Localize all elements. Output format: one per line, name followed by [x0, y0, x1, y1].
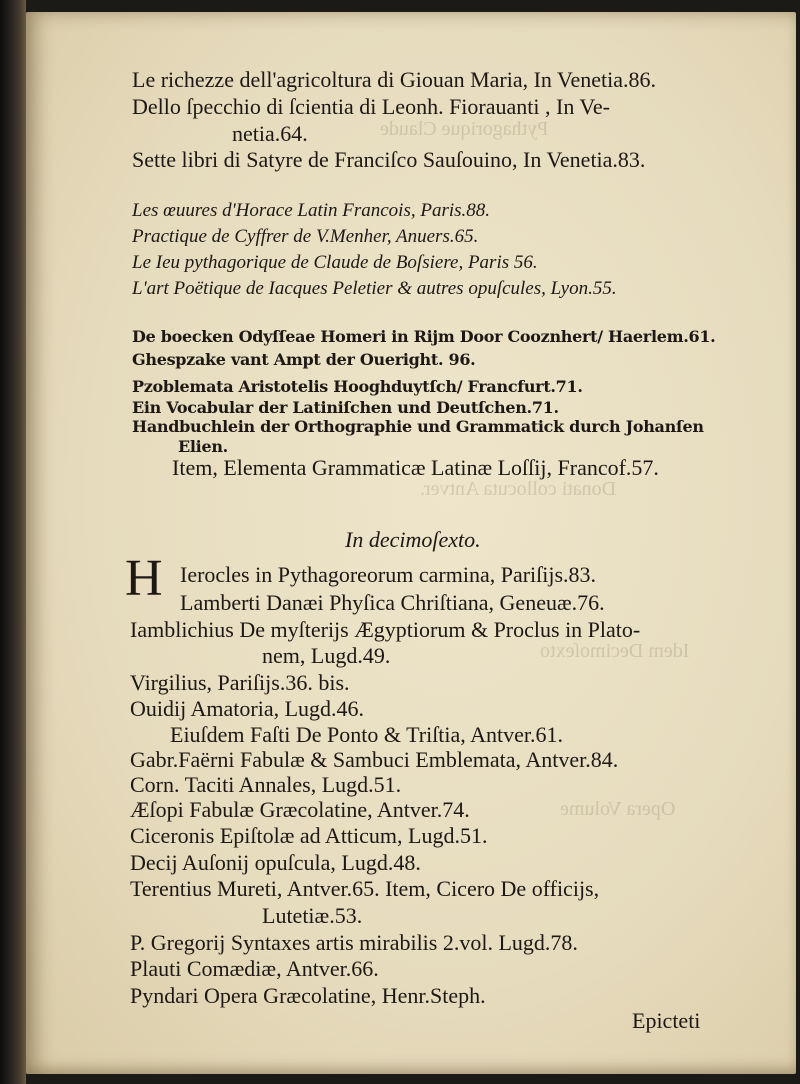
entry-line: Elien.	[178, 437, 228, 456]
entry-line: Ciceronis Epiſtolæ ad Atticum, Lugd.51.	[130, 823, 488, 848]
entry-line: netia.64.	[232, 121, 308, 146]
entry-line: Ghespzake vant Ampt der Oueright. 96.	[132, 350, 476, 369]
section-heading: In decimoſexto.	[345, 527, 481, 552]
entry-line: Æſopi Fabulæ Græcolatine, Antver.74.	[130, 797, 470, 822]
show-through-text: Pythagorique Claude	[380, 118, 549, 140]
show-through-text: Opera Volume	[560, 798, 676, 820]
catchword: Epicteti	[632, 1008, 701, 1033]
entry-line: Dello ſpecchio di ſcientia di Leonh. Fiorauanti , In Ve-	[132, 94, 610, 119]
entry-line: Item, Elementa Grammaticæ Latinæ Loſſij, Francof.57.	[172, 455, 659, 480]
entry-line: Le richezze dell'agricoltura di Giouan Maria, In Venetia.86.	[132, 67, 657, 92]
show-through-text: Idem Decimoſexto	[540, 640, 690, 662]
entry-line: Le Ieu pythagorique de Claude de Boſsiere, Paris 56.	[132, 252, 538, 273]
drop-cap: H	[125, 550, 163, 607]
entry-line: Gabr.Faërni Fabulæ & Sambuci Emblemata, Antver.84.	[130, 747, 619, 772]
entry-line: De boecken Odyſſeae Homeri in Rijm Door Cooznhert/ Haerlem.61.	[132, 327, 716, 346]
entry-line: Handbuchlein der Orthographie und Grammatick durch Johanſen	[132, 417, 704, 436]
show-through-text: Donati collocuta Antver.	[420, 478, 617, 500]
entry-line: Virgilius, Pariſijs.36. bis.	[130, 670, 350, 695]
entry-line: Eiuſdem Faſti De Ponto & Triſtia, Antver.61.	[170, 722, 563, 747]
entry-line: Lamberti Danæi Phyſica Chriſtiana, Geneuæ.76.	[180, 590, 605, 615]
entry-line: Practique de Cyffrer de V.Menher, Anuers.65.	[132, 226, 479, 247]
entry-line: nem, Lugd.49.	[262, 643, 391, 668]
entry-line: Les œuures d'Horace Latin Francois, Paris.88.	[132, 200, 491, 221]
entry-line: Plauti Comædiæ, Antver.66.	[130, 956, 379, 981]
book-spine	[0, 0, 26, 1084]
entry-line: Decij Auſonij opuſcula, Lugd.48.	[130, 850, 421, 875]
entry-line: Ierocles in Pythagoreorum carmina, Pariſijs.83.	[180, 562, 597, 587]
entry-line: Sette libri di Satyre de Franciſco Sauſouino, In Venetia.83.	[132, 147, 646, 172]
entry-line: Iamblichius De myſterijs Ægyptiorum & Proclus in Plato-	[130, 617, 641, 642]
entry-line: Lutetiæ.53.	[262, 903, 363, 928]
entry-line: Terentius Mureti, Antver.65. Item, Cicero De officijs,	[130, 876, 600, 901]
entry-line: Ein Vocabular der Latiniſchen und Deutſchen.71.	[132, 398, 559, 417]
entry-line: L'art Poëtique de Iacques Peletier & autres opuſcules, Lyon.55.	[132, 278, 617, 299]
entry-line: Pyndari Opera Græcolatine, Henr.Steph.	[130, 983, 486, 1008]
entry-line: P. Gregorij Syntaxes artis mirabilis 2.vol. Lugd.78.	[130, 930, 578, 955]
entry-line: Pzoblemata Aristotelis Hooghduytſch/ Francfurt.71.	[132, 377, 583, 396]
entry-line: Ouidij Amatoria, Lugd.46.	[130, 696, 365, 721]
entry-line: Corn. Taciti Annales, Lugd.51.	[130, 772, 402, 797]
